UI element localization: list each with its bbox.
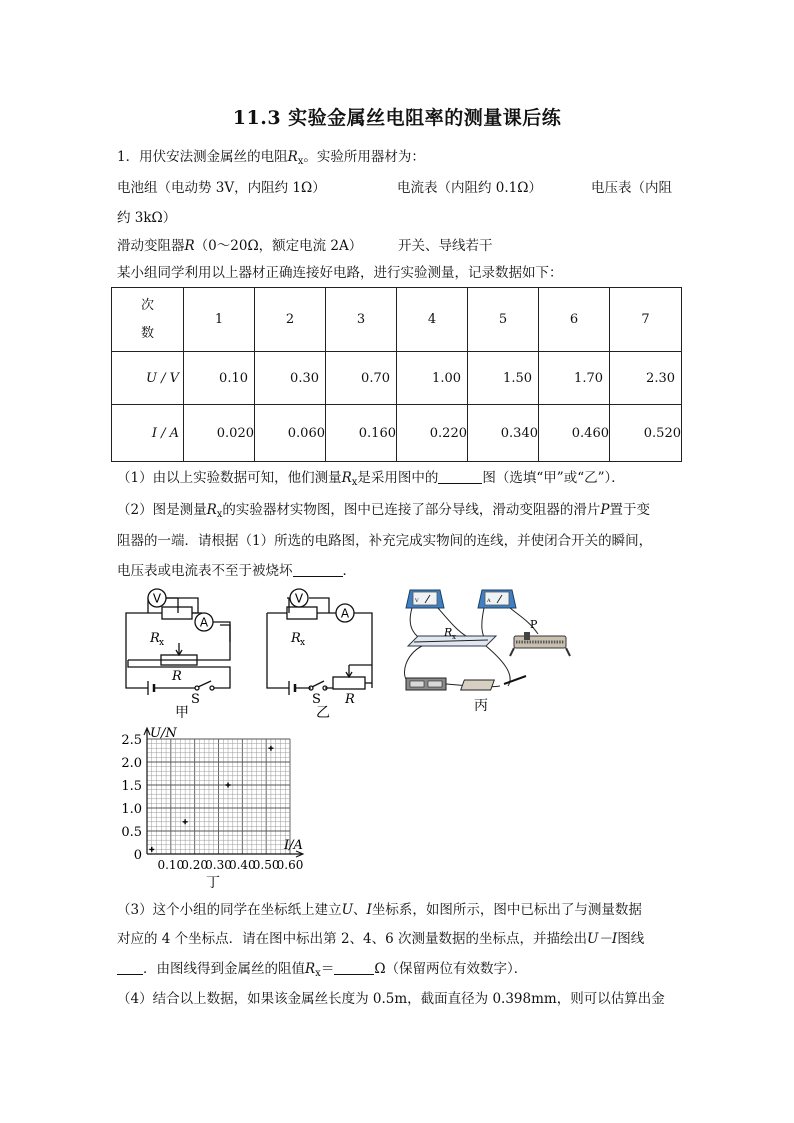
group-statement: 某小组同学利用以上器材正确连接好电路，进行实验测量，记录数据如下： bbox=[117, 265, 563, 281]
rx-device-label: R bbox=[444, 626, 453, 639]
part-4: （4）结合以上数据，如果该金属丝长度为 0.5m，截面直径为 0.398mm，则可以估算出金 bbox=[117, 991, 665, 1007]
table-cell: 0.160 bbox=[326, 405, 397, 462]
y-tick-label: 0.5 bbox=[121, 825, 142, 840]
metal-wire-board bbox=[408, 626, 496, 646]
voltmeter-spec-a: 电压表（内阻 bbox=[591, 180, 672, 196]
table-row bbox=[112, 288, 682, 352]
data-table bbox=[111, 287, 682, 462]
y-tick-label: 0 bbox=[133, 848, 142, 863]
x-tick-label: 0.30 bbox=[205, 858, 232, 872]
part-3-line-2 bbox=[117, 927, 644, 947]
rx-symbol: R bbox=[206, 502, 217, 518]
p2-text-b: 的实验器材实物图，图中已连接了部分导线，滑动变阻器的滑片 bbox=[222, 502, 601, 518]
table-cell: 0.460 bbox=[539, 405, 610, 462]
r-label: R bbox=[345, 692, 355, 707]
u-symbol: U bbox=[341, 902, 353, 918]
part-2-line-2: 阻器的一端．请根据（1）所选的电路图，补充完成实物间的连线，并使闭合开关的瞬间， bbox=[117, 533, 653, 549]
header-bottom: 数 bbox=[140, 325, 154, 341]
data-point bbox=[226, 783, 231, 788]
switch-symbol bbox=[309, 681, 327, 690]
header-top: 次 bbox=[140, 297, 154, 313]
jia-label: 甲 bbox=[175, 705, 189, 720]
switch-spec: 开关、导线若干 bbox=[398, 238, 493, 254]
equals-sign: ＝ bbox=[320, 961, 335, 977]
table-cell: 3 bbox=[326, 288, 397, 352]
graph-ding bbox=[118, 725, 308, 895]
ammeter-device bbox=[478, 590, 516, 608]
table-cell: 2 bbox=[255, 288, 326, 352]
ui-symbol: U－I bbox=[587, 931, 618, 947]
y-tick-label: 1.0 bbox=[121, 802, 142, 817]
s-label: S bbox=[312, 692, 321, 707]
y-axis-label: U/N bbox=[150, 726, 177, 741]
rx-subscript: x bbox=[297, 156, 304, 167]
rx-subscript: x bbox=[216, 509, 223, 520]
page-title: 11.3 实验金属丝电阻率的测量课后练 bbox=[232, 107, 562, 129]
question-1-intro bbox=[117, 145, 425, 167]
i-symbol: I bbox=[366, 902, 372, 918]
table-cell: 0.70 bbox=[326, 352, 397, 405]
p3-separator: 、 bbox=[352, 902, 367, 918]
rx-subscript: x bbox=[315, 968, 321, 979]
voltmeter-circle bbox=[148, 589, 166, 607]
part-2-line-3 bbox=[117, 559, 356, 579]
part-3-line-1 bbox=[117, 898, 642, 918]
p2-text: （2）图是测量 bbox=[117, 502, 207, 518]
table-cell: 0.340 bbox=[468, 405, 539, 462]
rx-symbol: R bbox=[287, 149, 298, 165]
part-2-line-1 bbox=[117, 498, 650, 520]
x-tick-label: 0.40 bbox=[228, 858, 256, 872]
r-symbol: R bbox=[184, 238, 195, 254]
answer-blank[interactable] bbox=[438, 469, 482, 484]
voltmeter-letter: V bbox=[294, 591, 304, 606]
rheostat-spec bbox=[117, 234, 362, 254]
ding-label: 丁 bbox=[206, 875, 220, 891]
yi-label: 乙 bbox=[316, 705, 330, 720]
rx-label: R bbox=[150, 631, 160, 646]
q1-intro-tail: 。实验所用器材为： bbox=[303, 149, 425, 165]
rx-sub-label: x bbox=[159, 638, 165, 648]
battery-spec: 电池组（电动势 3V，内阻约 1Ω） bbox=[117, 180, 326, 196]
battery-box bbox=[406, 678, 446, 690]
rx-symbol: R bbox=[305, 961, 316, 977]
rheostat-device bbox=[510, 618, 570, 656]
table-cell: 0.520 bbox=[610, 405, 682, 462]
answer-blank[interactable] bbox=[334, 960, 374, 975]
table-cell: 2.30 bbox=[610, 352, 682, 405]
rx-subscript: x bbox=[351, 477, 358, 488]
table-row bbox=[112, 405, 682, 462]
circuit-yi bbox=[259, 585, 384, 720]
part-3-line-3 bbox=[117, 957, 527, 979]
bing-label: 丙 bbox=[474, 698, 488, 714]
q1-intro-text: 1．用伏安法测金属丝的电阻 bbox=[117, 149, 288, 165]
ammeter-circle bbox=[336, 604, 354, 622]
table-cell: 4 bbox=[397, 288, 468, 352]
p1-text-c: 图（选填“甲”或“乙”）． bbox=[482, 470, 625, 486]
p1-text: （1）由以上实验数据可知，他们测量 bbox=[117, 470, 342, 486]
y-tick-label: 2.5 bbox=[121, 733, 142, 748]
graph-axes bbox=[121, 728, 303, 872]
rx-sub-label: x bbox=[300, 638, 306, 648]
x-tick-label: 0.10 bbox=[157, 858, 185, 872]
circuit-jia bbox=[118, 585, 243, 720]
table-cell: 5 bbox=[468, 288, 539, 352]
ammeter-device-letter: A bbox=[487, 598, 491, 604]
table-header-cell bbox=[112, 288, 184, 352]
switch-device bbox=[461, 676, 526, 690]
table-cell: 0.020 bbox=[184, 405, 255, 462]
table-cell: 0.060 bbox=[255, 405, 326, 462]
p-symbol: P bbox=[600, 502, 610, 518]
table-cell: 0.10 bbox=[184, 352, 255, 405]
table-row bbox=[112, 352, 682, 405]
x-tick-label: 0.50 bbox=[252, 858, 280, 872]
table-cell: 6 bbox=[539, 288, 610, 352]
p3-line3-text: ．由图线得到金属丝的阻值 bbox=[143, 961, 305, 977]
p3-line2-text: 对应的 4 个坐标点．请在图中标出第 2、4、6 次测量数据的坐标点，并描绘出 bbox=[117, 931, 588, 947]
s-label: S bbox=[191, 692, 200, 707]
p2-text-c: 置于变 bbox=[609, 502, 650, 518]
voltmeter-device bbox=[406, 590, 444, 608]
data-point bbox=[183, 819, 188, 824]
battery-symbol bbox=[148, 681, 154, 695]
graph-grid bbox=[147, 739, 290, 854]
rx-device-sub: x bbox=[452, 633, 456, 641]
rx-symbol: R bbox=[341, 470, 352, 486]
data-point bbox=[149, 847, 154, 852]
y-tick-label: 2.0 bbox=[121, 756, 142, 771]
voltmeter-circle bbox=[290, 589, 308, 607]
answer-blank[interactable] bbox=[117, 960, 143, 975]
p1-text-b: 是采用图中的 bbox=[357, 470, 439, 486]
table-cell: 7 bbox=[610, 288, 682, 352]
x-axis-label: I/A bbox=[284, 838, 303, 853]
ammeter-letter: A bbox=[199, 615, 209, 630]
battery-symbol bbox=[289, 681, 295, 695]
rheostat-label: 滑动变阻器 bbox=[117, 238, 185, 254]
y-tick-label: 1.5 bbox=[121, 779, 142, 794]
p3-text-b: 坐标系，如图所示，图中已标出了与测量数据 bbox=[371, 902, 642, 918]
x-tick-label: 0.60 bbox=[276, 858, 304, 872]
ammeter-letter: A bbox=[340, 606, 350, 621]
ammeter-circle bbox=[195, 613, 213, 631]
table-cell: 1.50 bbox=[468, 352, 539, 405]
rx-label: R bbox=[291, 631, 301, 646]
switch-symbol bbox=[195, 681, 214, 690]
rheostat-range: （0～20Ω，额定电流 2A） bbox=[194, 238, 363, 254]
table-cell: 1 bbox=[184, 288, 255, 352]
u-label: U / V bbox=[146, 370, 179, 386]
p2-line3-text: 电压表或电流表不至于被烧坏 bbox=[117, 563, 293, 579]
voltmeter-device-letter: V bbox=[415, 598, 419, 604]
row-label-u bbox=[112, 352, 184, 405]
part-1 bbox=[117, 466, 625, 488]
table-cell: 0.30 bbox=[255, 352, 326, 405]
x-tick-label: 0.20 bbox=[181, 858, 209, 872]
p3-line3-tail: Ω（保留两位有效数字）． bbox=[374, 961, 528, 977]
apparatus-bing bbox=[400, 582, 580, 717]
p3-line2-tail: 图线 bbox=[617, 931, 645, 947]
table-cell: 0.220 bbox=[397, 405, 468, 462]
p3-text: （3）这个小组的同学在坐标纸上建立 bbox=[117, 902, 342, 918]
row-label-i bbox=[112, 405, 184, 462]
voltmeter-letter: V bbox=[152, 591, 162, 606]
ammeter-spec: 电流表（内阻约 0.1Ω） bbox=[397, 180, 542, 196]
table-cell: 1.00 bbox=[397, 352, 468, 405]
r-label: R bbox=[172, 669, 182, 684]
voltmeter-spec-b: 约 3kΩ） bbox=[117, 210, 177, 226]
p2-end: ． bbox=[342, 563, 356, 579]
i-label: I / A bbox=[151, 425, 179, 441]
table-cell: 1.70 bbox=[539, 352, 610, 405]
p-device-label: P bbox=[530, 618, 538, 631]
data-point bbox=[268, 746, 273, 751]
answer-blank[interactable] bbox=[293, 562, 343, 577]
